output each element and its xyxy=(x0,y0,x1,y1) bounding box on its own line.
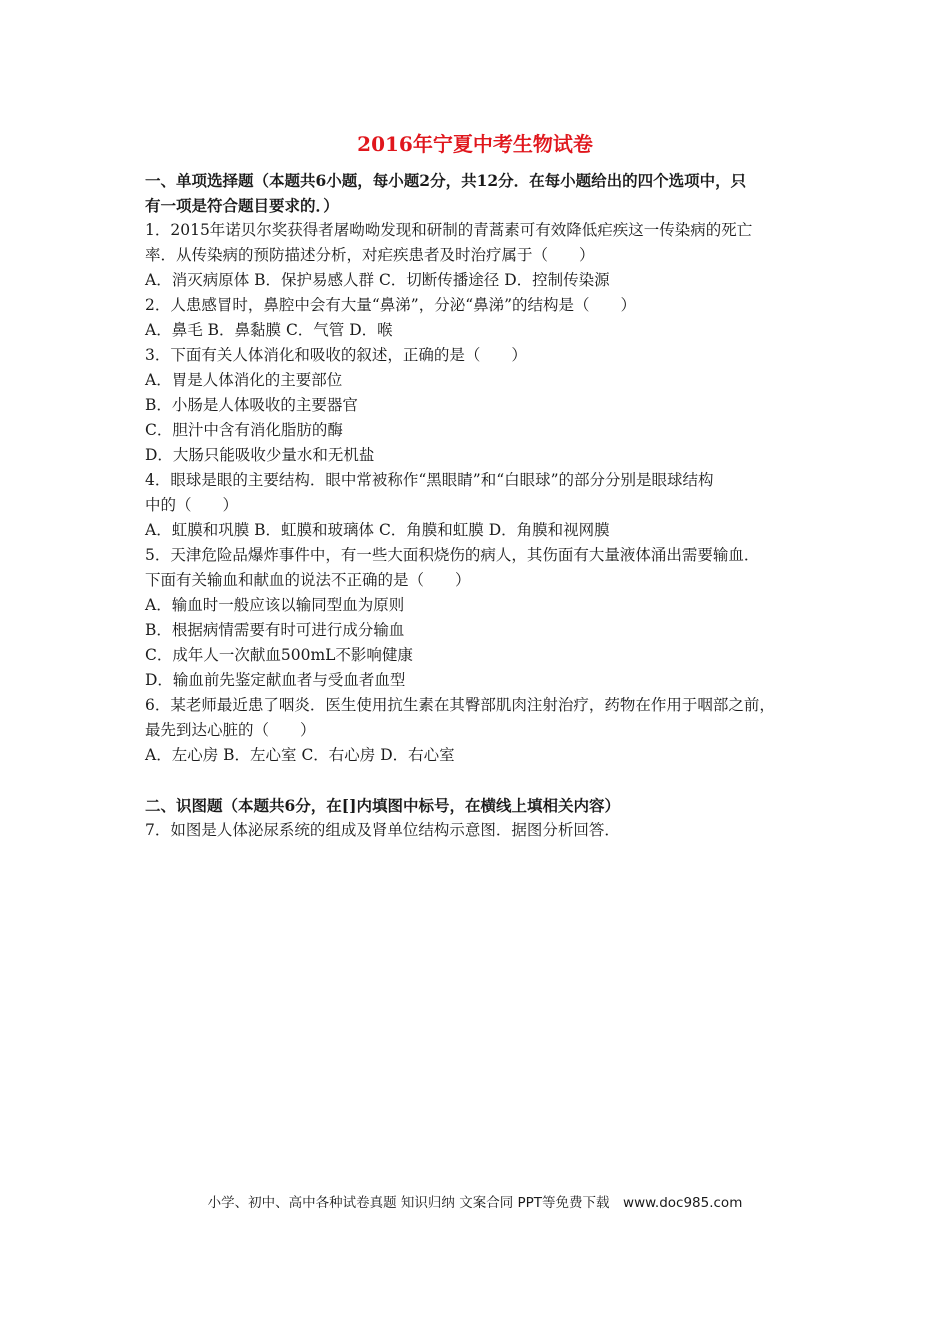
question-3-stem: 3．下面有关人体消化和吸收的叙述，正确的是（ ） xyxy=(145,346,527,364)
question-6-stem-line-1: 6．某老师最近患了咽炎．医生使用抗生素在其臀部肌肉注射治疗，药物在作用于咽部之前， xyxy=(145,696,775,714)
question-5-option-c: C．成年人一次献血500mL不影响健康 xyxy=(145,646,413,664)
question-6-stem-line-2: 最先到达心脏的（ ） xyxy=(145,721,316,739)
question-3-option-b: B．小肠是人体吸收的主要器官 xyxy=(145,396,358,414)
section-1-heading-line-2: 有一项是符合题目要求的．） xyxy=(145,196,339,215)
question-5-option-a: A．输血时一般应该以输同型血为原则 xyxy=(145,596,405,614)
question-3-option-c: C．胆汁中含有消化脂肪的酶 xyxy=(145,421,343,439)
question-4 xyxy=(145,468,835,543)
question-5 xyxy=(145,543,835,693)
question-1-stem-line-1: 1．2015年诺贝尔奖获得者屠呦呦发现和研制的青蒿素可有效降低疟疾这一传染病的死亡 xyxy=(145,221,753,239)
question-5-option-d: D．输血前先鉴定献血者与受血者血型 xyxy=(145,671,406,689)
question-1 xyxy=(145,218,835,293)
question-2-options: A．鼻毛 B．鼻黏膜 C．气管 D．喉 xyxy=(145,321,393,339)
question-5-stem-line-2: 下面有关输血和献血的说法不正确的是（ ） xyxy=(145,571,471,589)
question-5-option-b: B．根据病情需要有时可进行成分输血 xyxy=(145,621,405,639)
section-2-heading xyxy=(145,793,835,818)
section-2-heading-text: 二、识图题（本题共6分，在[]内填图中标号，在横线上填相关内容） xyxy=(145,796,620,815)
question-5-stem-line-1: 5．天津危险品爆炸事件中，有一些大面积烧伤的病人，其伤面有大量液体涌出需要输血． xyxy=(145,546,760,564)
question-1-options: A．消灭病原体 B．保护易感人群 C．切断传播途径 D．控制传染源 xyxy=(145,271,610,289)
question-2-stem: 2．人患感冒时，鼻腔中会有大量“鼻涕”，分泌“鼻涕”的结构是（ ） xyxy=(145,296,637,314)
question-3 xyxy=(145,343,835,468)
question-4-stem-line-1: 4．眼球是眼的主要结构．眼中常被称作“黑眼睛”和“白眼球”的部分分别是眼球结构 xyxy=(145,471,714,489)
section-1-heading xyxy=(145,168,835,218)
question-7-stem: 7．如图是人体泌尿系统的组成及肾单位结构示意图．据图分析回答． xyxy=(145,821,620,839)
question-3-option-a: A．胃是人体消化的主要部位 xyxy=(145,371,343,389)
question-6-options: A．左心房 B．左心室 C．右心房 D．右心室 xyxy=(145,746,455,764)
question-4-stem-line-2: 中的（ ） xyxy=(145,496,239,514)
question-3-option-d: D．大肠只能吸收少量水和无机盐 xyxy=(145,446,375,464)
page-title: 2016年宁夏中考生物试卷 xyxy=(357,132,593,156)
question-2 xyxy=(145,293,835,343)
question-1-stem-line-2: 率．从传染病的预防描述分析，对疟疾患者及时治疗属于（ ） xyxy=(145,246,595,264)
question-6 xyxy=(145,693,835,768)
section-gap xyxy=(145,768,835,793)
page-footer: 小学、初中、高中各种试卷真题 知识归纳 文案合同 PPT等免费下载 www.doc985.com xyxy=(207,1195,743,1211)
section-1-heading-line-1: 一、单项选择题（本题共6小题，每小题2分，共12分．在每小题给出的四个选项中，只 xyxy=(145,171,747,190)
question-4-options: A．虹膜和巩膜 B．虹膜和玻璃体 C．角膜和虹膜 D．角膜和视网膜 xyxy=(145,521,610,539)
exam-content xyxy=(145,168,835,843)
